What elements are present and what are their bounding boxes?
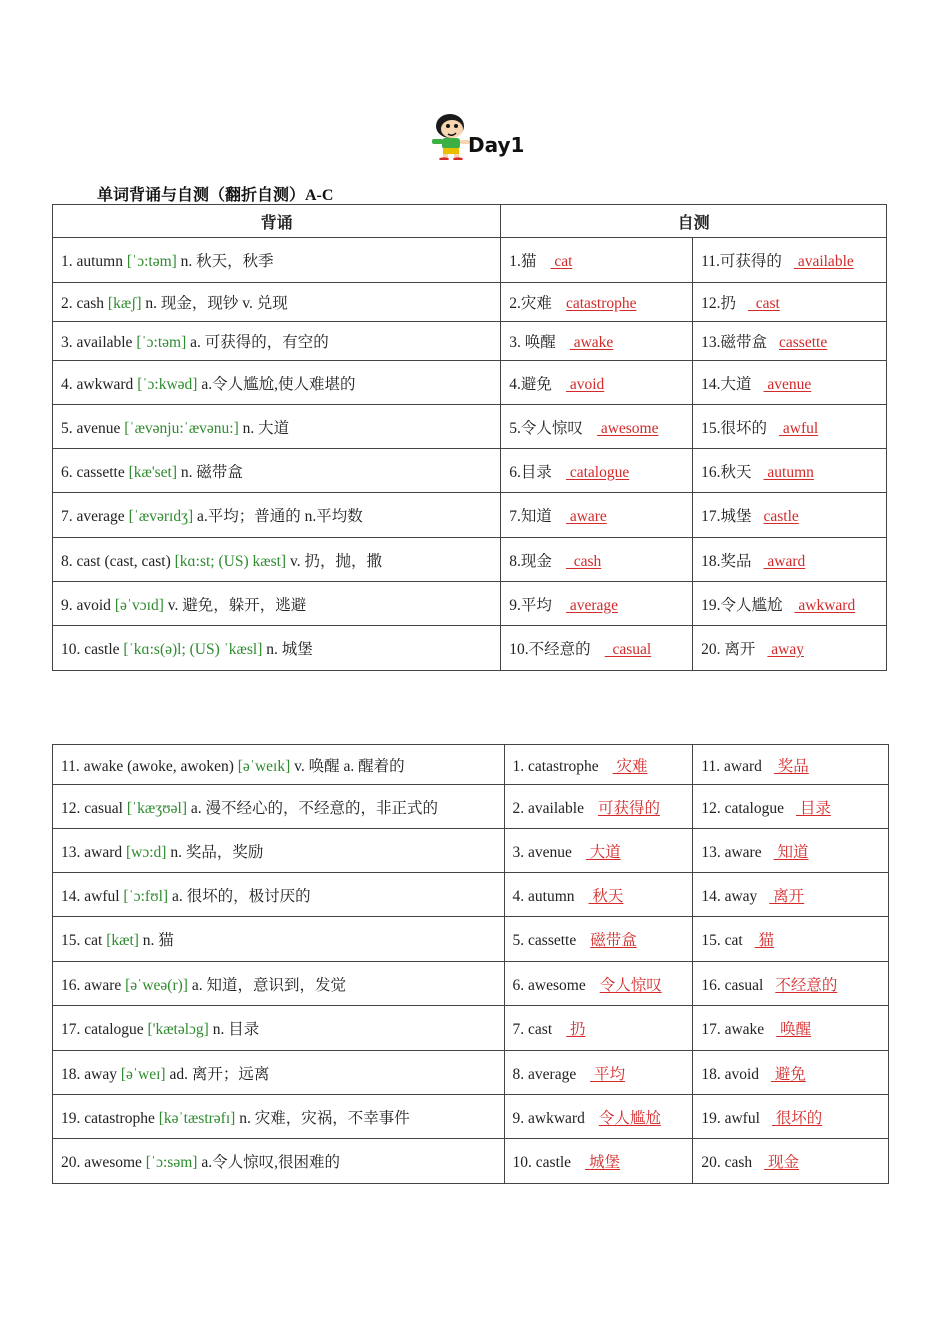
section-subtitle: 单词背诵与自测（翻折自测）A-C	[97, 187, 334, 204]
entry-word: away	[84, 1065, 117, 1083]
vocab-entry-cell	[53, 873, 505, 917]
test-prompt: 2.灾难	[509, 295, 552, 312]
column-header-self-test: 自测	[501, 205, 887, 238]
entry-number: 4.	[61, 375, 77, 393]
entry-definition: n. 目录	[212, 1021, 260, 1038]
test-answer: available	[793, 253, 854, 270]
test-answer: 秋天	[588, 887, 624, 905]
entry-phonetic: [ˈkɑ:s(ə)l; (US) ˈkæsl]	[123, 641, 263, 658]
test-prompt: 14. away	[701, 887, 758, 905]
entry-number: 5.	[61, 419, 77, 437]
entry-word: cassette	[76, 463, 125, 481]
test-answer: aware	[565, 508, 607, 525]
entry-word: avoid	[76, 596, 111, 614]
vocab-entry-cell	[53, 493, 501, 538]
test-prompt: 4. autumn	[512, 887, 575, 905]
test-answer: awful	[779, 419, 819, 437]
entry-number: 9.	[61, 596, 77, 614]
vocab-entry-cell	[53, 745, 505, 785]
test-answer: cast	[748, 295, 780, 312]
test-answer: 猫	[754, 932, 775, 949]
test-prompt: 15. cat	[701, 932, 743, 949]
entry-definition: n. 奖品，奖励	[170, 843, 264, 861]
entry-phonetic: [ˈɔ:səm]	[145, 1154, 198, 1171]
test-answer: cash	[565, 552, 602, 570]
test-prompt: 9. awkward	[512, 1109, 585, 1127]
test-answer: away	[767, 641, 804, 658]
test-answer: avenue	[763, 375, 812, 393]
vocab-entry-cell	[53, 1095, 505, 1139]
entry-definition: n. 灾难，灾祸，不幸事件	[239, 1109, 410, 1127]
self-test-cell	[693, 538, 887, 582]
self-test-cell	[693, 361, 887, 405]
entry-definition: n. 猫	[142, 932, 174, 949]
entry-definition: v. 唤醒 a. 醒着的	[294, 757, 405, 775]
table-row	[53, 493, 887, 538]
entry-phonetic: [ˈɔ:təm]	[136, 334, 187, 351]
entry-word: autumn	[76, 253, 123, 270]
vocab-entry-cell	[53, 1051, 505, 1095]
entry-definition: n. 磁带盒	[180, 463, 243, 481]
entry-phonetic: [ˈævənju:ˈævənu:]	[124, 419, 239, 437]
entry-definition: v. 避免，躲开，逃避	[167, 596, 307, 614]
entry-definition: a. 知道，意识到，发觉	[191, 976, 346, 994]
self-test-cell	[693, 238, 887, 283]
entry-number: 18.	[61, 1065, 85, 1083]
vocab-entry-cell	[53, 238, 501, 283]
entry-word: cast (cast, cast)	[76, 552, 171, 570]
self-test-cell	[501, 582, 693, 626]
entry-word: awkward	[76, 375, 134, 393]
entry-word: aware	[84, 976, 122, 994]
table-row	[53, 1051, 889, 1095]
test-answer: 令人惊叹	[599, 976, 662, 994]
table-row	[53, 538, 887, 582]
self-test-cell	[693, 405, 887, 449]
test-answer: 很坏的	[771, 1109, 823, 1127]
entry-definition: a.令人尴尬,使人难堪的	[201, 375, 356, 393]
entry-definition: v. 扔，抛，撒	[289, 552, 382, 570]
self-test-cell	[501, 238, 693, 283]
self-test-cell	[504, 873, 693, 917]
entry-definition: n. 大道	[242, 419, 290, 437]
test-answer: casual	[604, 641, 652, 658]
self-test-cell	[504, 1051, 693, 1095]
self-test-cell	[693, 1139, 889, 1184]
test-answer: 令人尴尬	[598, 1109, 661, 1127]
entry-phonetic: ['kætəlɔg]	[147, 1021, 209, 1038]
test-prompt: 5. cassette	[512, 932, 577, 949]
test-prompt: 7.知道	[509, 508, 552, 525]
test-answer: 可获得的	[597, 799, 660, 817]
self-test-cell	[504, 962, 693, 1006]
vocab-entry-cell	[53, 626, 501, 671]
vocab-entry-cell	[53, 1139, 505, 1184]
entry-word: cash	[76, 295, 105, 312]
test-answer: 大道	[585, 843, 621, 861]
entry-number: 11.	[61, 757, 84, 775]
vocab-entry-cell	[53, 962, 505, 1006]
entry-word: casual	[84, 799, 123, 817]
self-test-cell	[693, 1006, 889, 1051]
entry-word: awesome	[84, 1154, 142, 1171]
table-row	[53, 283, 887, 322]
entry-phonetic: [əˈvɔɪd]	[114, 596, 164, 614]
entry-number: 20.	[61, 1154, 85, 1171]
entry-phonetic: [kæ'set]	[128, 463, 178, 481]
test-prompt: 4.避免	[509, 375, 552, 393]
self-test-cell	[693, 626, 887, 671]
entry-number: 3.	[61, 334, 77, 351]
vocab-entry-cell	[53, 361, 501, 405]
self-test-cell	[501, 405, 693, 449]
self-test-cell	[693, 829, 889, 873]
self-test-cell	[693, 785, 889, 829]
test-prompt: 18. avoid	[701, 1065, 760, 1083]
self-test-cell	[693, 745, 889, 785]
test-answer: 离开	[769, 887, 805, 905]
test-prompt: 17.城堡	[701, 508, 752, 525]
test-answer: 磁带盒	[590, 932, 637, 949]
table-row	[53, 785, 889, 829]
test-prompt: 12. catalogue	[701, 799, 784, 817]
vocab-table-2	[52, 744, 889, 1184]
self-test-cell	[504, 1139, 693, 1184]
entry-word: awake (awoke, awoken)	[83, 757, 234, 775]
self-test-cell	[501, 538, 693, 582]
test-prompt: 19.令人尴尬	[701, 596, 783, 614]
title-block	[428, 110, 548, 166]
entry-word: avenue	[76, 419, 121, 437]
self-test-cell	[501, 626, 693, 671]
entry-phonetic: [kæʃ]	[107, 295, 142, 312]
entry-definition: a.令人惊叹,很困难的	[201, 1154, 340, 1171]
table-row	[53, 1139, 889, 1184]
entry-number: 19.	[61, 1109, 85, 1127]
table-row	[53, 917, 889, 962]
entry-phonetic: [əˈweɪk]	[237, 757, 291, 775]
table-row	[53, 1006, 889, 1051]
test-prompt: 7. cast	[512, 1021, 553, 1038]
test-prompt: 16.秋天	[701, 463, 752, 481]
test-answer: 避免	[771, 1065, 806, 1083]
entry-phonetic: [ˈɔ:kwəd]	[137, 375, 198, 393]
test-answer: 奖品	[773, 757, 809, 775]
self-test-cell	[504, 829, 693, 873]
test-answer: awake	[569, 334, 614, 351]
entry-phonetic: [kəˈtæstrəfɪ]	[158, 1109, 236, 1127]
entry-number: 15.	[61, 932, 85, 949]
vocab-entry-cell	[53, 322, 501, 361]
entry-word: available	[76, 334, 133, 351]
entry-phonetic: [ˈɔ:fʊl]	[123, 887, 169, 905]
vocab-entry-cell	[53, 405, 501, 449]
vocab-entry-cell	[53, 829, 505, 873]
test-prompt: 8.现金	[509, 552, 552, 570]
test-prompt: 5.令人惊叹	[509, 419, 583, 437]
entry-number: 14.	[61, 887, 85, 905]
self-test-cell	[693, 582, 887, 626]
test-prompt: 1.猫	[509, 253, 537, 270]
test-answer: catalogue	[565, 463, 630, 481]
table-row	[53, 405, 887, 449]
vocab-entry-cell	[53, 1006, 505, 1051]
self-test-cell	[693, 1051, 889, 1095]
vocab-entry-cell	[53, 582, 501, 626]
test-answer: 知道	[773, 843, 809, 861]
test-prompt: 13. aware	[701, 843, 762, 861]
self-test-cell	[693, 493, 887, 538]
entry-definition: n. 现金，现钞 v. 兑现	[145, 295, 288, 312]
entry-number: 17.	[61, 1021, 85, 1038]
entry-phonetic: [kæt]	[106, 932, 139, 949]
vocab-table-1	[52, 204, 887, 671]
self-test-cell	[693, 1095, 889, 1139]
entry-number: 10.	[61, 641, 85, 658]
table-row	[53, 322, 887, 361]
entry-word: catalogue	[84, 1021, 144, 1038]
entry-phonetic: [ˈɔ:təm]	[126, 253, 177, 270]
column-header-recite: 背诵	[53, 205, 501, 238]
test-answer: 城堡	[585, 1154, 620, 1171]
entry-word: average	[76, 508, 125, 525]
entry-word: award	[84, 843, 123, 861]
table-row	[53, 1095, 889, 1139]
entry-number: 7.	[61, 508, 77, 525]
test-answer: average	[565, 596, 618, 614]
test-answer: awesome	[596, 419, 659, 437]
entry-definition: n. 秋天，秋季	[180, 253, 274, 270]
test-answer: 现金	[764, 1154, 800, 1171]
test-prompt: 20. 离开	[701, 641, 756, 658]
self-test-cell	[501, 493, 693, 538]
self-test-cell	[504, 1095, 693, 1139]
self-test-cell	[501, 322, 693, 361]
table-row	[53, 745, 889, 785]
vocab-entry-cell	[53, 283, 501, 322]
test-answer: 灾难	[612, 757, 648, 775]
entry-number: 13.	[61, 843, 85, 861]
self-test-cell	[693, 449, 887, 493]
test-prompt: 19. awful	[701, 1109, 760, 1127]
table-row	[53, 361, 887, 405]
self-test-cell	[693, 873, 889, 917]
entry-word: cat	[84, 932, 103, 949]
entry-number: 16.	[61, 976, 85, 994]
test-answer: avoid	[565, 375, 605, 393]
test-answer: castle	[763, 508, 799, 525]
test-prompt: 1. catastrophe	[512, 757, 599, 775]
test-answer: 平均	[590, 1065, 626, 1083]
test-prompt: 9.平均	[509, 596, 552, 614]
vocab-entry-cell	[53, 917, 505, 962]
entry-number: 12.	[61, 799, 85, 817]
test-answer: autumn	[763, 463, 814, 481]
vocab-entry-cell	[53, 449, 501, 493]
table-row	[53, 873, 889, 917]
entry-definition: n. 城堡	[266, 641, 313, 658]
self-test-cell	[693, 962, 889, 1006]
test-prompt: 6.目录	[509, 463, 552, 481]
test-answer: cat	[550, 253, 573, 270]
test-prompt: 14.大道	[701, 375, 752, 393]
test-prompt: 6. awesome	[512, 976, 586, 994]
vocab-entry-cell	[53, 785, 505, 829]
entry-definition: ad. 离开；远离	[169, 1065, 270, 1083]
self-test-cell	[504, 785, 693, 829]
test-prompt: 3. 唤醒	[509, 334, 556, 351]
entry-number: 2.	[61, 295, 77, 312]
entry-number: 6.	[61, 463, 77, 481]
test-prompt: 8. average	[512, 1065, 577, 1083]
entry-number: 1.	[61, 253, 77, 270]
test-prompt: 18.奖品	[701, 552, 752, 570]
test-prompt: 10. castle	[512, 1154, 572, 1171]
entry-phonetic: [wɔ:d]	[126, 843, 167, 861]
table-row	[53, 962, 889, 1006]
test-prompt: 11. award	[701, 757, 762, 775]
test-answer: cassette	[779, 334, 828, 351]
vocab-entry-cell	[53, 538, 501, 582]
entry-definition: a. 漫不经心的，不经意的，非正式的	[190, 799, 439, 817]
entry-phonetic: [əˈweɪ]	[120, 1065, 166, 1083]
table-row	[53, 829, 889, 873]
test-answer: 不经意的	[775, 976, 838, 994]
self-test-cell	[501, 361, 693, 405]
entry-definition: a. 很坏的，极讨厌的	[171, 887, 311, 905]
table-header-row	[53, 205, 887, 238]
test-prompt: 2. available	[512, 799, 584, 817]
entry-phonetic: [kɑ:st; (US) kæst]	[174, 552, 287, 570]
entry-number: 8.	[61, 552, 77, 570]
self-test-cell	[504, 1006, 693, 1051]
entry-definition: a.平均；普通的 n.平均数	[197, 508, 363, 525]
test-answer: awkward	[794, 596, 856, 614]
test-answer: 目录	[795, 799, 831, 817]
test-answer: 唤醒	[776, 1021, 812, 1038]
test-prompt: 13.磁带盒	[701, 334, 768, 351]
test-prompt: 12.扔	[701, 295, 737, 312]
table-row	[53, 582, 887, 626]
self-test-cell	[504, 917, 693, 962]
test-answer: 扔	[566, 1021, 586, 1038]
entry-definition: a. 可获得的，有空的	[190, 334, 329, 351]
self-test-cell	[501, 283, 693, 322]
test-prompt: 15.很坏的	[701, 419, 768, 437]
entry-phonetic: [ˈkæʒʊəl]	[126, 799, 188, 817]
test-prompt: 17. awake	[701, 1021, 765, 1038]
self-test-cell	[504, 745, 693, 785]
page-title: Day1	[468, 133, 525, 157]
entry-word: castle	[84, 641, 120, 658]
self-test-cell	[693, 917, 889, 962]
test-answer: award	[763, 552, 806, 570]
test-prompt: 20. cash	[701, 1154, 753, 1171]
test-prompt: 16. casual	[701, 976, 764, 994]
table-row	[53, 626, 887, 671]
self-test-cell	[693, 322, 887, 361]
entry-phonetic: [ˈævərɪdʒ]	[128, 508, 194, 525]
test-prompt: 11.可获得的	[701, 253, 782, 270]
test-prompt: 3. avenue	[512, 843, 572, 861]
entry-word: catastrophe	[84, 1109, 155, 1127]
test-prompt: 10.不经意的	[509, 641, 591, 658]
table-row	[53, 449, 887, 493]
self-test-cell	[501, 449, 693, 493]
entry-phonetic: [əˈweə(r)]	[125, 976, 188, 994]
self-test-cell	[693, 283, 887, 322]
test-answer: catastrophe	[565, 295, 637, 312]
table-row	[53, 238, 887, 283]
entry-word: awful	[84, 887, 120, 905]
